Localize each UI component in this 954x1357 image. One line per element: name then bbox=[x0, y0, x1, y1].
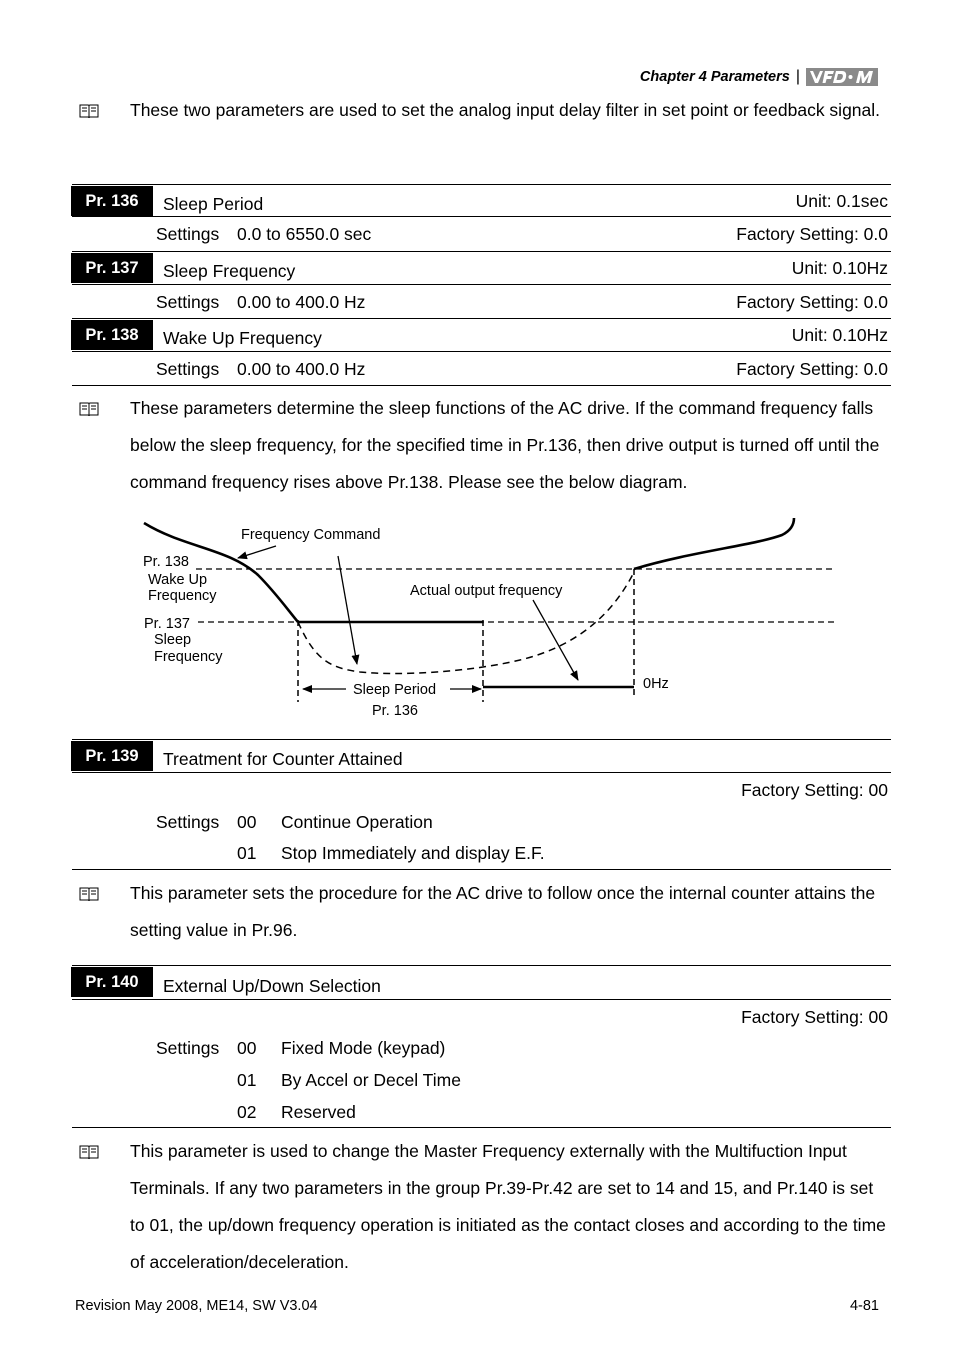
label-sleep: Sleep bbox=[154, 632, 192, 648]
settings-range: 0.00 to 400.0 Hz bbox=[237, 292, 366, 312]
rule bbox=[72, 385, 891, 386]
param-title: External Up/Down Selection bbox=[163, 976, 381, 996]
pr-badge: Pr. 138 bbox=[71, 320, 153, 350]
page-number: 4-81 bbox=[849, 1298, 879, 1314]
rule bbox=[72, 251, 891, 252]
option-code: 02 bbox=[237, 1102, 257, 1122]
param-title: Wake Up Frequency bbox=[163, 328, 322, 348]
option-code: 00 bbox=[237, 812, 257, 832]
label-pr136: Pr. 136 bbox=[372, 703, 418, 719]
label-actual-output: Actual output frequency bbox=[410, 583, 563, 599]
settings-label: Settings bbox=[156, 292, 220, 312]
pr-badge: Pr. 139 bbox=[71, 741, 153, 771]
chapter-title: Chapter 4 Parameters bbox=[639, 69, 790, 85]
vfd-m-logo-icon bbox=[806, 68, 878, 86]
factory-setting: Factory Setting: 0.0 bbox=[736, 359, 888, 379]
rule bbox=[72, 869, 891, 870]
factory-setting: Factory Setting: 00 bbox=[741, 1007, 888, 1027]
settings-label: Settings bbox=[156, 359, 220, 379]
rule bbox=[72, 216, 891, 217]
factory-setting: Factory Setting: 00 bbox=[741, 780, 888, 800]
param-title: Sleep Frequency bbox=[163, 261, 296, 281]
rule bbox=[72, 772, 891, 773]
note-sleep-function: These parameters determine the sleep functions of the AC drive. If the command frequency falls below the sleep frequency, for the specified time in Pr.136, then drive output is turned off until the command frequency rises above Pr.138. Please see the below diagram. bbox=[130, 398, 880, 492]
param-unit: Unit: 0.10Hz bbox=[791, 258, 888, 278]
note-updown: This parameter is used to change the Master Frequency externally with the Multifuction Input Terminals. If any two parameters in the group Pr.39-Pr.42 are set to 14 and 15, and Pr.140 is set to 01, the up/down frequency operation is initiated as the contact closes and according to the time of acceleration/deceleration. bbox=[130, 1141, 886, 1272]
settings-range: 0.0 to 6550.0 sec bbox=[237, 224, 372, 244]
factory-setting: Factory Setting: 0.0 bbox=[736, 224, 888, 244]
option-text: Continue Operation bbox=[281, 812, 433, 832]
running-header bbox=[640, 68, 878, 86]
option-code: 00 bbox=[237, 1038, 257, 1058]
note-analog-delay: These two parameters are used to set the analog input delay filter in set point or feedback signal. bbox=[130, 100, 881, 120]
rule bbox=[72, 999, 891, 1000]
rule bbox=[72, 184, 891, 185]
option-text: Stop Immediately and display E.F. bbox=[281, 843, 545, 863]
label-sleep-frequency: Frequency bbox=[154, 649, 223, 665]
label-frequency-command: Frequency Command bbox=[241, 527, 381, 543]
label-wake-up-frequency: Frequency bbox=[148, 588, 217, 604]
label-zero-hz: 0Hz bbox=[643, 676, 669, 692]
pr-badge: Pr. 140 bbox=[71, 967, 153, 997]
settings-label: Settings bbox=[156, 812, 220, 832]
param-unit: Unit: 0.1sec bbox=[795, 191, 888, 211]
note-book-icon bbox=[79, 102, 99, 120]
arrow-command-dip bbox=[338, 556, 357, 664]
output-wake-curve bbox=[634, 518, 794, 569]
arrow-frequency-command bbox=[238, 546, 276, 558]
rule bbox=[72, 965, 891, 966]
note-book-icon bbox=[79, 400, 99, 418]
option-text: Fixed Mode (keypad) bbox=[281, 1038, 446, 1058]
note-book-icon bbox=[79, 1143, 99, 1161]
param-unit: Unit: 0.10Hz bbox=[791, 325, 888, 345]
settings-label: Settings bbox=[156, 1038, 220, 1058]
note-book-icon bbox=[79, 885, 99, 903]
pr-badge: Pr. 136 bbox=[71, 186, 153, 216]
settings-range: 0.00 to 400.0 Hz bbox=[237, 359, 366, 379]
option-code: 01 bbox=[237, 1070, 257, 1090]
rule bbox=[72, 739, 891, 740]
label-wake-up: Wake Up bbox=[148, 572, 208, 588]
rule bbox=[72, 1127, 891, 1128]
label-sleep-period: Sleep Period bbox=[353, 682, 437, 698]
label-pr137: Pr. 137 bbox=[144, 616, 190, 632]
param-title: Treatment for Counter Attained bbox=[163, 749, 403, 769]
header-separator: | bbox=[795, 68, 800, 85]
footer-revision: Revision May 2008, ME14, SW V3.04 bbox=[75, 1298, 318, 1314]
rule bbox=[72, 284, 891, 285]
param-title: Sleep Period bbox=[163, 194, 264, 214]
option-code: 01 bbox=[237, 843, 257, 863]
label-pr138: Pr. 138 bbox=[143, 554, 189, 570]
note-counter: This parameter sets the procedure for the AC drive to follow once the internal counter attains the setting value in Pr.96. bbox=[130, 883, 876, 940]
settings-label: Settings bbox=[156, 224, 220, 244]
sleep-diagram bbox=[130, 510, 850, 725]
rule bbox=[72, 318, 891, 319]
pr-badge: Pr. 137 bbox=[71, 253, 153, 283]
option-text: Reserved bbox=[281, 1102, 356, 1122]
option-text: By Accel or Decel Time bbox=[281, 1070, 461, 1090]
factory-setting: Factory Setting: 0.0 bbox=[736, 292, 888, 312]
rule bbox=[72, 351, 891, 352]
